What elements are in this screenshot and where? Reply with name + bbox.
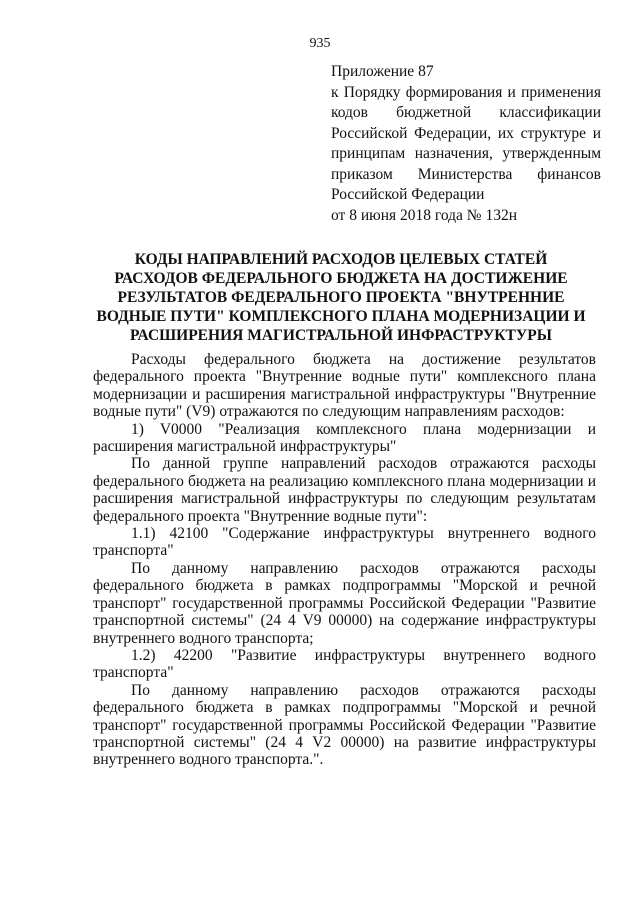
body-paragraph: 1.1) 42100 "Содержание инфраструктуры внутреннего водного транспорта" — [93, 525, 596, 560]
appendix-block — [331, 62, 601, 226]
appendix-text: к Порядку формирования и применения кодов бюджетной классификации Российской Федерации, их структуре и принципам назначения, утвержденным приказом Министерства финансов Российской Федерации — [331, 83, 601, 203]
title-line: ВОДНЫЕ ПУТИ" КОМПЛЕКСНОГО ПЛАНА МОДЕРНИЗАЦИИ И — [96, 308, 586, 325]
title-line: РАСХОДОВ ФЕДЕРАЛЬНОГО БЮДЖЕТА НА ДОСТИЖЕНИЕ — [114, 270, 568, 287]
body-paragraph: 1) V0000 "Реализация комплексного плана модернизации и расширения магистральной инфраструктуры" — [93, 420, 596, 456]
body-paragraph: По данному направлению расходов отражаются расходы федерального бюджета в рамках подпрограммы "Морской и речной транспорт" государственной программы Российской Федерации "Развитие транспортной системы" (24 4 V2 00000) на развитие инфраструктуры внутреннего водного транспорта.". — [93, 681, 596, 769]
appendix-date: от 8 июня 2018 года № 132н — [331, 206, 517, 224]
body-paragraph: По данному направлению расходов отражаются расходы федерального бюджета в рамках подпрограммы "Морской и речной транспорт" государственной программы Российской Федерации "Развитие транспортной системы" (24 4 V9 00000) на содержание инфраструктуры внутреннего водного транспорта; — [93, 559, 596, 647]
document-title — [88, 250, 594, 345]
body-paragraph: Расходы федерального бюджета на достижение результатов федерального проекта "Внутренние водные пути" комплексного плана модернизации и расширения магистральной инфраструктуры "Внутренние водные пути" (V9) отражаются по следующим направлениям расходов: — [93, 351, 596, 421]
page-number: 935 — [309, 36, 331, 51]
title-line: РЕЗУЛЬТАТОВ ФЕДЕРАЛЬНОГО ПРОЕКТА "ВНУТРЕННИЕ — [117, 289, 565, 306]
document-body — [93, 351, 596, 769]
title-line: РАСШИРЕНИЯ МАГИСТРАЛЬНОЙ ИНФРАСТРУКТУРЫ — [130, 327, 552, 344]
title-line: КОДЫ НАПРАВЛЕНИЙ РАСХОДОВ ЦЕЛЕВЫХ СТАТЕЙ — [134, 251, 548, 268]
body-paragraph: 1.2) 42200 "Развитие инфраструктуры внутреннего водного транспорта" — [93, 646, 596, 682]
appendix-title: Приложение 87 — [331, 63, 434, 80]
body-paragraph: По данной группе направлений расходов отражаются расходы федерального бюджета на реализацию комплексного плана модернизации и расширения магистральной инфраструктуры по следующим результатам федерального проекта "Внутренние водные пути": — [93, 455, 596, 525]
